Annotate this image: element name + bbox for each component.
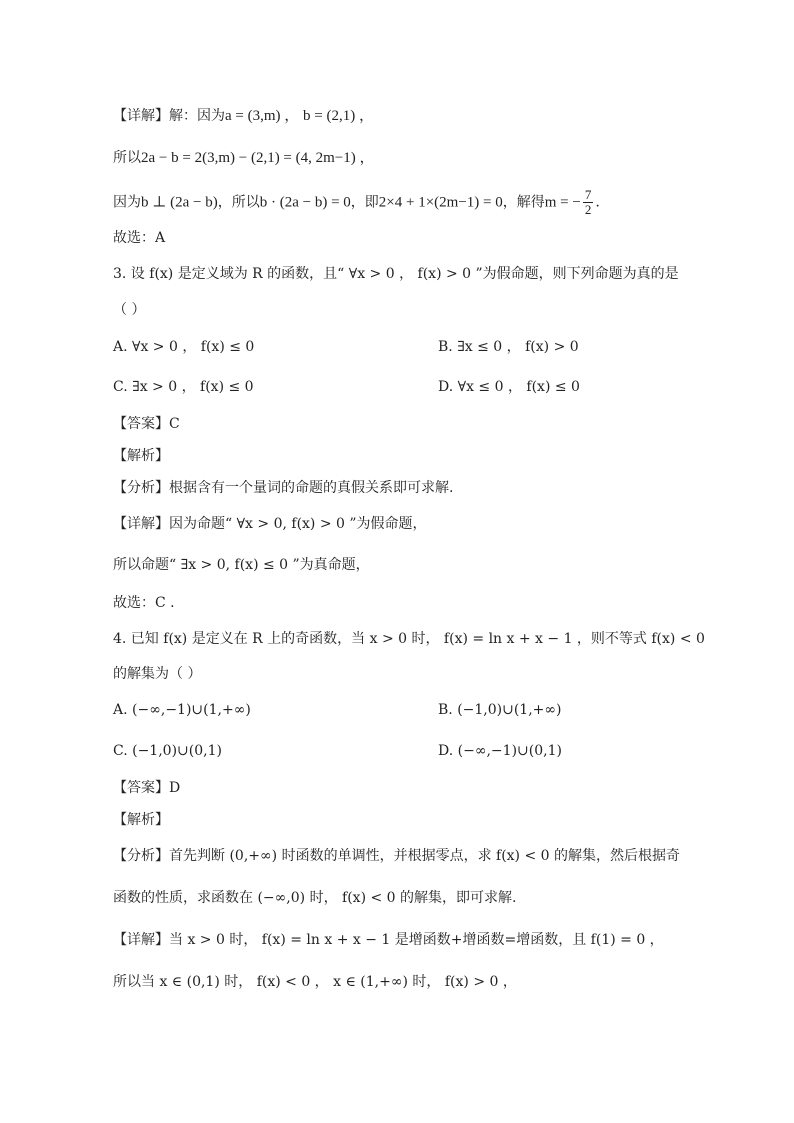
q3-conclusion: 所以命题“ ∃x > 0, f(x) ≤ 0 ”为真命题， bbox=[113, 557, 370, 573]
q3-choice: 故选：C . bbox=[113, 595, 175, 611]
text: 因为 bbox=[113, 194, 141, 211]
solution-label: 【详解】解：因为 bbox=[113, 108, 225, 124]
solution-line-2 bbox=[113, 148, 375, 168]
solution-line-3: 因为b ⊥ (2a − b)，所以b · (2a − b) = 0，即2×4 + 1×(2m−1) = 0，解得m = − $\frac{7}{2}$ . bbox=[113, 187, 600, 217]
text: ，解得 bbox=[502, 194, 545, 211]
q4-analysis-2: 函数的性质，求函数在 (−∞,0) 时， f(x) < 0 的解集，即可求解. bbox=[113, 890, 517, 906]
q4-analysis-1: 【分析】首先判断 (0,+∞) 时函数的单调性，并根据零点，求 f(x) < 0 的解集，然后根据奇 bbox=[113, 848, 681, 864]
q4-option-a: A. (−∞,−1)∪(1,+∞) bbox=[113, 702, 251, 718]
q3-analysis-heading: 【解析】 bbox=[113, 448, 169, 464]
q4-option-c: C. (−1,0)∪(0,1) bbox=[113, 743, 222, 759]
result: m = − bbox=[544, 194, 581, 211]
q3-detail: 【详解】因为命题“ ∀x > 0, f(x) > 0 ”为假命题， bbox=[113, 516, 427, 532]
fraction bbox=[583, 188, 594, 217]
text: 所以 bbox=[113, 150, 141, 166]
equation: 2×4 + 1×(2m−1) = 0 bbox=[378, 194, 503, 211]
q3-analysis: 【分析】根据含有一个量词的命题的真假关系即可求解. bbox=[113, 480, 454, 496]
q3-option-b: B. ∃x ≤ 0 ， f(x) > 0 bbox=[438, 339, 579, 355]
q4-option-b: B. (−1,0)∪(1,+∞) bbox=[438, 702, 562, 718]
question-4-text-2: 的解集为（ ） bbox=[113, 666, 202, 682]
fraction-denominator: 2 bbox=[584, 202, 592, 217]
text: ，即 bbox=[350, 194, 379, 211]
text: ，所以 bbox=[217, 194, 260, 211]
question-3-paren: （ ） bbox=[113, 302, 146, 318]
q4-analysis-heading: 【解析】 bbox=[113, 812, 169, 828]
fraction-numerator: 7 bbox=[584, 187, 592, 202]
q4-detail: 【详解】当 x > 0 时， f(x) = ln x + x − 1 是增函数+增函数=增函数，且 f(1) = 0 ， bbox=[113, 932, 664, 948]
perpendicular-condition: b ⊥ (2a − b) bbox=[141, 194, 218, 211]
q3-option-d: D. ∀x ≤ 0 ， f(x) ≤ 0 bbox=[438, 379, 580, 395]
vector-definitions: a = (3,m) ， b = (2,1) ， bbox=[225, 108, 374, 124]
q3-option-a: A. ∀x > 0 ， f(x) ≤ 0 bbox=[113, 339, 255, 355]
q4-conclusion: 所以当 x ∈ (0,1) 时， f(x) < 0 ， x ∈ (1,+∞) 时， f(x) > 0 ， bbox=[113, 974, 517, 990]
vector-computation: 2a − b = 2(3,m) − (2,1) = (4, 2m−1) ， bbox=[141, 150, 375, 166]
dot-product: b · (2a − b) = 0 bbox=[259, 194, 351, 211]
q3-option-c: C. ∃x > 0 ， f(x) ≤ 0 bbox=[113, 379, 254, 395]
question-4-text: 4. 已知 f(x) 是定义在 R 上的奇函数，当 x > 0 时， f(x) = ln x + x − 1 ，则不等式 f(x) < 0 bbox=[113, 631, 705, 647]
q3-answer: 【答案】C bbox=[113, 416, 180, 432]
question-3-text: 3. 设 f(x) 是定义域为 R 的函数，且“ ∀x > 0 ， f(x) > 0 ”为假命题，则下列命题为真的是 bbox=[113, 266, 679, 282]
q4-option-d: D. (−∞,−1)∪(0,1) bbox=[438, 743, 562, 759]
choice-line: 故选：A bbox=[113, 230, 166, 246]
solution-line-1 bbox=[113, 106, 374, 126]
q4-answer: 【答案】D bbox=[113, 780, 181, 796]
